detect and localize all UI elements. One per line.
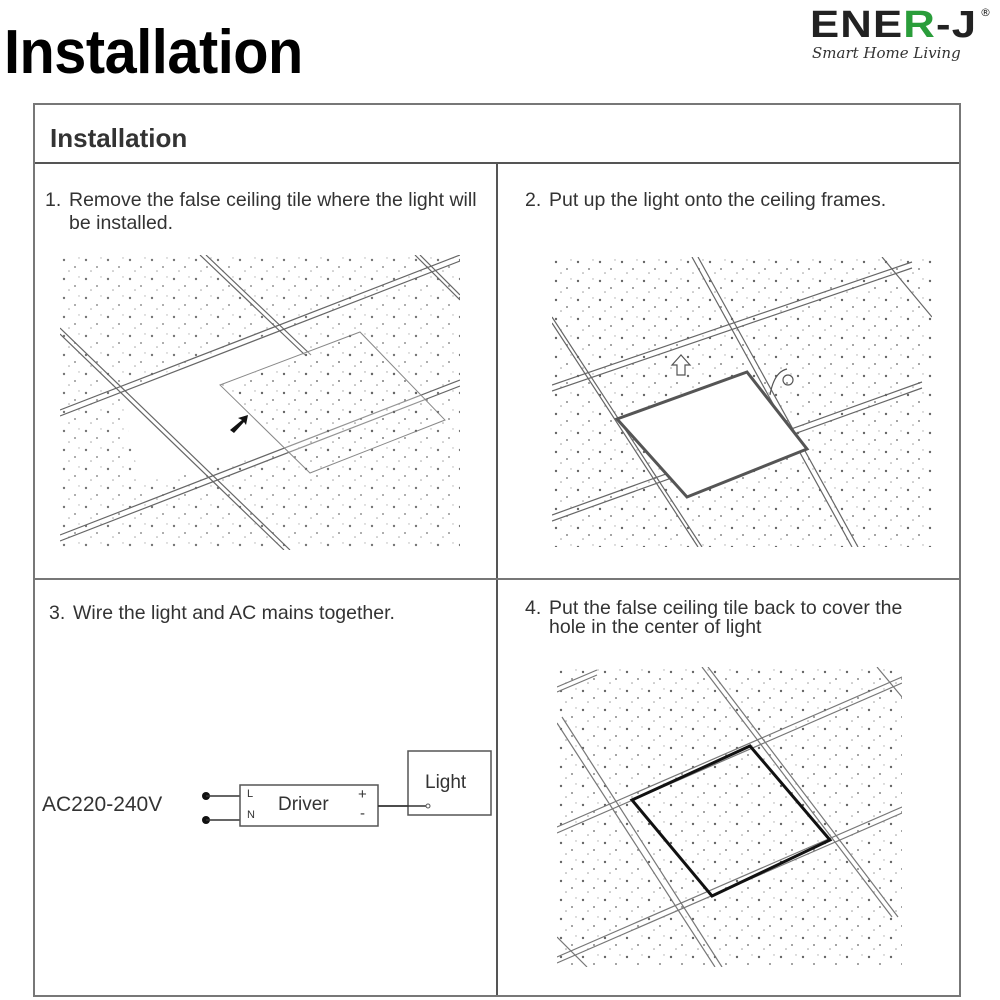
step-2 [525, 189, 945, 212]
step-4 [525, 599, 905, 637]
page-title: Installation [4, 18, 303, 87]
logo-text-accent: R [903, 4, 937, 46]
brand-logo [810, 6, 990, 66]
logo-tagline: Smart Home Living [812, 44, 961, 62]
step-number: 1. [45, 189, 62, 211]
terminal-plus: + [358, 786, 367, 803]
logo-wordmark [810, 6, 977, 44]
terminal-minus: - [360, 805, 365, 822]
driver-label: Driver [278, 794, 329, 815]
step-text: Put the false ceiling tile back to cover the hole in the center of light [549, 597, 903, 638]
ceiling-tile-removed-icon [60, 255, 460, 550]
terminal-n: N [247, 809, 255, 821]
logo-text-right: -J [936, 4, 978, 46]
step-number: 2. [525, 189, 542, 211]
panel-header [35, 105, 959, 164]
installation-panel [33, 103, 961, 997]
terminal-l: L [247, 788, 254, 800]
voltage-label: AC220-240V [42, 793, 163, 816]
ceiling-tile-replaced-icon [557, 667, 902, 967]
step-number: 3. [49, 602, 66, 624]
step-text: Remove the false ceiling tile where the light will be installed. [69, 189, 477, 234]
panel-title: Installation [50, 123, 188, 153]
light-lift-into-frame-icon [552, 257, 932, 547]
logo-text-left: ENE [810, 4, 904, 46]
registered-mark: ® [980, 6, 991, 19]
step-number: 4. [525, 597, 542, 619]
wiring-diagram [35, 580, 496, 995]
step-text: Put up the light onto the ceiling frames. [549, 189, 887, 211]
step-1 [45, 189, 490, 235]
step-text: Wire the light and AC mains together. [73, 602, 395, 624]
light-label: Light [425, 772, 467, 793]
